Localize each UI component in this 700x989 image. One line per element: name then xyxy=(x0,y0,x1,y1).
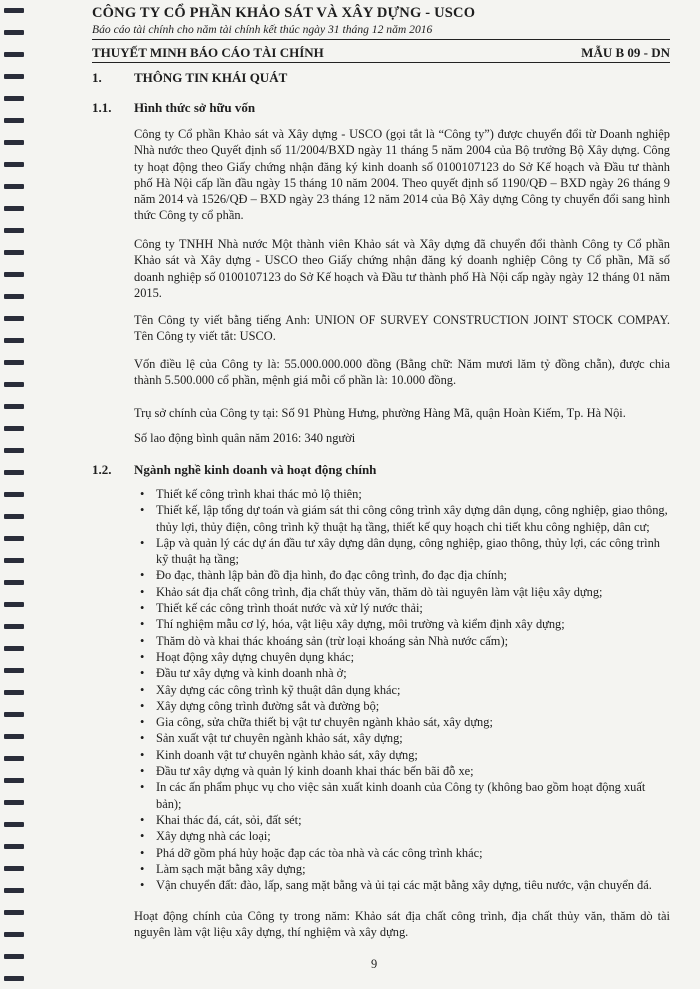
bullet-icon: • xyxy=(140,617,145,632)
binding-ring xyxy=(4,8,24,13)
binding-ring xyxy=(4,360,24,365)
activity-item xyxy=(134,763,670,779)
header-rule-bottom xyxy=(92,62,670,63)
binding-ring xyxy=(4,690,24,695)
bullet-icon: • xyxy=(140,682,145,697)
activity-text: Xây dựng nhà các loại; xyxy=(156,829,271,844)
binding-ring xyxy=(4,118,24,123)
binding-ring xyxy=(4,910,24,915)
binding-ring xyxy=(4,338,24,343)
activity-text: Đo đạc, thành lập bản đồ địa hình, đo đạc công trình, đo đạc địa chính; xyxy=(156,568,507,583)
activity-text: Xây dựng công trình đường sắt và đường bộ; xyxy=(156,698,380,713)
binding-ring xyxy=(4,228,24,233)
binding-ring xyxy=(4,778,24,783)
binding-ring xyxy=(4,932,24,937)
activity-text: Thiết kế công trình khai thác mỏ lộ thiên; xyxy=(156,487,362,501)
binding-ring xyxy=(4,492,24,497)
company-name: CÔNG TY CỔ PHẦN KHẢO SÁT VÀ XÂY DỰNG - USCO xyxy=(92,5,476,21)
binding-ring xyxy=(4,822,24,827)
bullet-icon: • xyxy=(140,715,145,730)
bullet-icon: • xyxy=(140,764,145,779)
binding-ring xyxy=(4,426,24,431)
activity-item xyxy=(134,779,670,812)
activity-text: Thiết kế, lập tổng dự toán và giám sát thi công công trình xây dựng dân dụng, công nghiệp, giao thông, thủy lợi, thủy điện, công trình kỹ thuật hạ tầng, thiết kế quy hoạch chi tiết khu công nghiệp, dân cư; xyxy=(156,503,668,534)
bullet-icon: • xyxy=(140,601,145,616)
section-1-title: THÔNG TIN KHÁI QUÁT xyxy=(134,70,288,85)
activity-item xyxy=(134,567,670,583)
activity-item xyxy=(134,812,670,828)
activity-text: Khảo sát địa chất công trình, địa chất thủy văn, thăm dò tài nguyên làm vật liệu xây dựng; xyxy=(156,584,603,599)
bullet-icon: • xyxy=(140,698,145,713)
binding-ring xyxy=(4,52,24,57)
activity-item xyxy=(134,633,670,649)
binding-ring xyxy=(4,800,24,805)
section-1-2-title: Ngành nghề kinh doanh và hoạt động chính xyxy=(134,462,377,477)
activity-text: Đầu tư xây dựng và quản lý kinh doanh khai thác bến bãi đỗ xe; xyxy=(156,764,474,779)
activity-text: Vận chuyển đất: đào, lấp, sang mặt bằng và ủi tại các mặt bằng xây dựng, tiêu nước, vận chuyển đá. xyxy=(156,878,652,893)
binding-ring xyxy=(4,140,24,145)
activity-item xyxy=(134,714,670,730)
activity-text: Xây dựng các công trình kỹ thuật dân dụng khác; xyxy=(156,682,401,697)
activity-text: Thí nghiệm mẫu cơ lý, hóa, vật liệu xây dựng, môi trường và kiểm định xây dựng; xyxy=(156,617,565,632)
binding-ring xyxy=(4,30,24,35)
spiral-binding xyxy=(0,0,30,989)
bullet-icon: • xyxy=(140,666,145,681)
charter-capital-paragraph: Vốn điều lệ của Công ty là: 55.000.000.000 đồng (Bằng chữ: Năm mươi lăm tỷ đồng chẵn), được chia thành 5.500.000 cổ phần, mệnh giá mỗi cổ phần là: 10.000 đồng. xyxy=(134,357,670,388)
bullet-icon: • xyxy=(140,731,145,746)
binding-ring xyxy=(4,712,24,717)
bullet-icon: • xyxy=(140,487,145,501)
bullet-icon: • xyxy=(140,780,145,795)
bullet-icon: • xyxy=(140,535,145,550)
activity-item xyxy=(134,600,670,616)
activity-text: Gia công, sửa chữa thiết bị vật tư chuyên ngành khảo sát, xây dựng; xyxy=(156,715,493,730)
binding-ring xyxy=(4,162,24,167)
activity-text: Khai thác đá, cát, sỏi, đất sét; xyxy=(156,812,302,827)
header-rule-top xyxy=(92,39,670,40)
main-activity-paragraph: Hoạt động chính của Công ty trong năm: Khảo sát địa chất công trình, địa chất thủy văn, thăm dò tài nguyên làm vật liệu xây dựng, thí nghiệm và xây dựng. xyxy=(134,909,670,940)
binding-ring xyxy=(4,382,24,387)
form-code: MẪU B 09 - DN xyxy=(581,45,670,60)
activity-text: Kinh doanh vật tư chuyên ngành khảo sát, xây dựng; xyxy=(156,747,418,762)
activity-item xyxy=(134,828,670,844)
activity-text: In các ấn phẩm phục vụ cho việc sản xuất kinh doanh của Công ty (không bao gồm hoạt động xuất bản); xyxy=(156,780,646,811)
bullet-icon: • xyxy=(140,812,145,827)
binding-ring xyxy=(4,888,24,893)
section-1-2-number: 1.2. xyxy=(92,462,112,477)
binding-ring xyxy=(4,206,24,211)
bullet-icon: • xyxy=(140,568,145,583)
binding-ring xyxy=(4,558,24,563)
binding-ring xyxy=(4,404,24,409)
binding-ring xyxy=(4,470,24,475)
binding-ring xyxy=(4,536,24,541)
english-name-paragraph: Tên Công ty viết bằng tiếng Anh: UNION OF SURVEY CONSTRUCTION JOINT STOCK COMPAY. Tên Công ty viết tắt: USCO. xyxy=(134,313,670,344)
activity-item xyxy=(134,502,670,535)
binding-ring xyxy=(4,250,24,255)
section-1-1-title: Hình thức sở hữu vốn xyxy=(134,100,256,115)
activity-item xyxy=(134,861,670,877)
bullet-icon: • xyxy=(140,829,145,844)
binding-ring xyxy=(4,448,24,453)
activity-item xyxy=(134,698,670,714)
binding-ring xyxy=(4,976,24,981)
activity-text: Hoạt động xây dựng chuyên dụng khác; xyxy=(156,649,355,664)
report-subtitle: Báo cáo tài chính cho năm tài chính kết thúc ngày 31 tháng 12 năm 2016 xyxy=(92,23,433,36)
binding-ring xyxy=(4,602,24,607)
binding-ring xyxy=(4,844,24,849)
conversion-paragraph: Công ty TNHH Nhà nước Một thành viên Khảo sát và Xây dựng đã chuyển đổi thành Công ty Cổ phần Khảo sát và Xây dựng - USCO theo Giấy chứng nhận đăng ký doanh nghiệp Công ty Cổ phần, Mã số doanh nghiệp số 0100107123 do Sở Kế hoạch và Đầu tư thành phố Hà Nội cấp ngày ngày 12 tháng 01 năm 2015. xyxy=(134,237,670,300)
business-activities-list xyxy=(134,486,670,893)
binding-ring xyxy=(4,74,24,79)
bullet-icon: • xyxy=(140,878,145,893)
section-1-1-number: 1.1. xyxy=(92,100,112,115)
activity-item xyxy=(134,535,670,568)
binding-ring xyxy=(4,96,24,101)
binding-ring xyxy=(4,646,24,651)
bullet-icon: • xyxy=(140,747,145,762)
bullet-icon: • xyxy=(140,861,145,876)
activity-item xyxy=(134,649,670,665)
activity-text: Làm sạch mặt bằng xây dựng; xyxy=(156,861,306,876)
activity-item xyxy=(134,616,670,632)
activity-text: Thiết kế các công trình thoát nước và xử lý nước thải; xyxy=(156,601,423,616)
binding-ring xyxy=(4,316,24,321)
binding-ring xyxy=(4,184,24,189)
document-title: THUYẾT MINH BÁO CÁO TÀI CHÍNH xyxy=(92,45,324,60)
binding-ring xyxy=(4,624,24,629)
activity-item xyxy=(134,845,670,861)
activity-text: Phá dỡ gồm phá hủy hoặc đạp các tòa nhà và các công trình khác; xyxy=(156,845,483,860)
bullet-icon: • xyxy=(140,845,145,860)
activity-text: Sản xuất vật tư chuyên ngành khảo sát, xây dựng; xyxy=(156,731,403,746)
binding-ring xyxy=(4,756,24,761)
head-office-paragraph: Trụ sở chính của Công ty tại: Số 91 Phùng Hưng, phường Hàng Mã, quận Hoàn Kiếm, Tp. Hà Nội. xyxy=(134,406,626,420)
section-1-number: 1. xyxy=(92,70,102,85)
employees-paragraph: Số lao động bình quân năm 2016: 340 người xyxy=(134,431,356,445)
activity-item xyxy=(134,877,670,893)
page-number: 9 xyxy=(371,957,378,971)
binding-ring xyxy=(4,866,24,871)
activity-item xyxy=(134,730,670,746)
bullet-icon: • xyxy=(140,584,145,599)
bullet-icon: • xyxy=(140,633,145,648)
binding-ring xyxy=(4,954,24,959)
binding-ring xyxy=(4,514,24,519)
activity-item xyxy=(134,486,670,502)
binding-ring xyxy=(4,668,24,673)
activity-text: Thăm dò và khai thác khoáng sản (trừ loại khoáng sản Nhà nước cấm); xyxy=(156,633,509,648)
activity-text: Lập và quản lý các dự án đầu tư xây dựng dân dụng, công nghiệp, giao thông, thủy lợi, các công trình kỹ thuật hạ tầng; xyxy=(156,535,660,567)
activity-item xyxy=(134,665,670,681)
activity-item xyxy=(134,747,670,763)
binding-ring xyxy=(4,294,24,299)
bullet-icon: • xyxy=(140,649,145,664)
bullet-icon: • xyxy=(140,503,145,518)
activity-item xyxy=(134,584,670,600)
activity-text: Đầu tư xây dựng và kinh doanh nhà ở; xyxy=(156,666,347,681)
binding-ring xyxy=(4,734,24,739)
binding-ring xyxy=(4,272,24,277)
ownership-paragraph: Công ty Cổ phần Khảo sát và Xây dựng - USCO (gọi tắt là “Công ty”) được chuyển đổi từ Doanh nghiệp Nhà nước theo Quyết định số 11/2004/BXD ngày 11 tháng 5 năm 2004 của Bộ trưởng Bộ Xây dựng. Công ty hoạt động theo Giấy chứng nhận đăng ký kinh doanh số 0100107123 do Sở Kế hoạch và Đầu tư thành phố Hà Nội cấp lần đầu ngày 15 tháng 10 năm 2004. Theo quyết định số 1190/QĐ – BXD ngày 26 tháng 9 năm 2014 và 1526/QĐ – BXD ngày 23 tháng 12 năm 2014 của Bộ Xây dựng Công ty chuyển đổi sang hình thức Công ty cổ phần. xyxy=(134,127,670,223)
binding-ring xyxy=(4,580,24,585)
activity-item xyxy=(134,682,670,698)
